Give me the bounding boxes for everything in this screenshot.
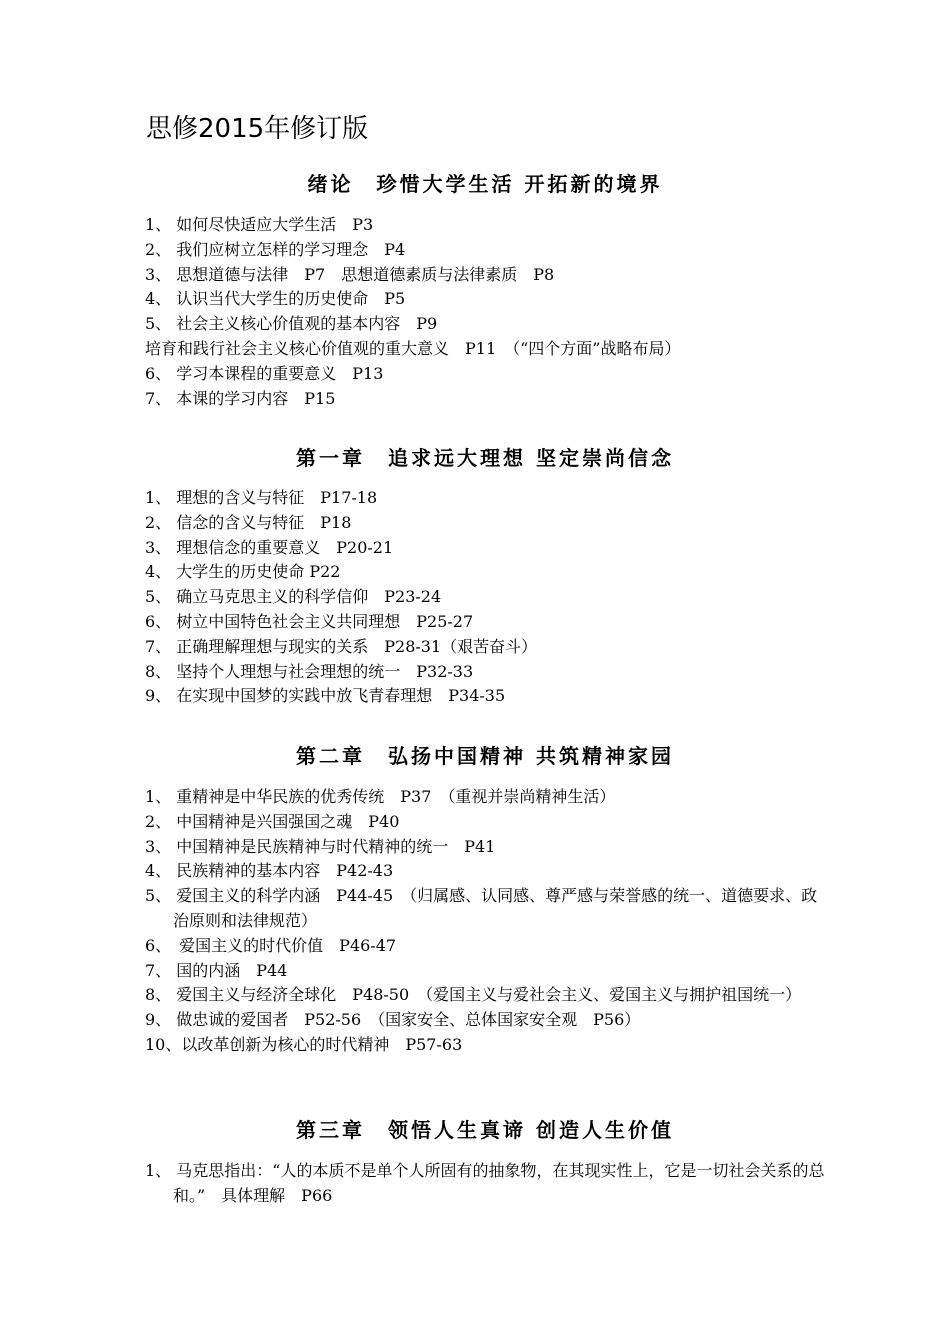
list-item: 4、 认识当代大学生的历史使命 P5: [145, 289, 406, 309]
list-item: 6、 树立中国特色社会主义共同理想 P25-27: [145, 611, 474, 631]
list-item: 2、 信念的含义与特征 P18: [145, 512, 352, 532]
list-item: 9、 在实现中国梦的实践中放飞青春理想 P34-35: [145, 686, 506, 706]
list-item: 9、 做忠诚的爱国者 P52-56 （国家安全、总体国家安全观 P56）: [145, 1010, 641, 1030]
list-item: 6、 爱国主义的时代价值 P46-47: [145, 935, 397, 955]
list-item: 1、 重精神是中华民族的优秀传统 P37 （重视并崇尚精神生活）: [145, 787, 616, 806]
list-item: 7、 国的内涵 P44: [145, 960, 288, 980]
list-item: 1、 马克思指出：“人的本质不是单个人所固有的抽象物，在其现实性上，它是一切社会关系的总和。” 具体理解 P66: [145, 1161, 825, 1205]
list-item: 3、 理想信念的重要意义 P20-21: [145, 537, 394, 557]
list-item: 3、 思想道德与法律 P7 思想道德素质与法律素质 P8: [145, 264, 555, 284]
list-item: 7、 本课的学习内容 P15: [145, 388, 336, 408]
section-heading: 第三章 领悟人生真谛 创造人生价值: [296, 1118, 674, 1142]
list-item: 5、 确立马克思主义的科学信仰 P23-24: [145, 587, 442, 607]
list-item: 6、 学习本课程的重要意义 P13: [145, 363, 384, 383]
list-item: 8、 坚持个人理想与社会理想的统一 P32-33: [145, 661, 474, 681]
section-introduction: [145, 170, 825, 411]
section-chapter-1: [145, 444, 825, 709]
section-heading: 绪论 珍惜大学生活 开拓新的境界: [307, 172, 663, 196]
list-item: 7、 正确理解理想与现实的关系 P28-31（艰苦奋斗）: [145, 636, 538, 656]
list-item: 培育和践行社会主义核心价值观的重大意义 P11 （“四个方面”战略布局）: [145, 338, 681, 358]
item-list: [145, 486, 825, 709]
list-item: 3、 中国精神是民族精神与时代精神的统一 P41: [145, 836, 496, 856]
list-item: 8、 爱国主义与经济全球化 P48-50 （爱国主义与爱社会主义、爱国主义与拥护祖国统一）: [145, 985, 802, 1005]
document-title: 思修2015年修订版: [146, 114, 369, 144]
section-heading: 第二章 弘扬中国精神 共筑精神家园: [296, 744, 674, 768]
section-chapter-3: [145, 1116, 825, 1209]
item-list: [145, 785, 825, 1058]
list-item: 4、 大学生的历史使命 P22: [145, 562, 341, 582]
section-heading: 第一章 追求远大理想 坚定崇尚信念: [296, 446, 674, 470]
list-item: 5、 爱国主义的科学内涵 P44-45 （归属感、认同感、尊严感与荣誉感的统一、道德要求、政治原则和法律规范）: [145, 886, 818, 930]
list-item: 2、 我们应树立怎样的学习理念 P4: [145, 239, 406, 259]
list-item: 10、以改革创新为核心的时代精神 P57-63: [145, 1034, 463, 1054]
list-item: 4、 民族精神的基本内容 P42-43: [145, 861, 394, 881]
list-item: 1、 理想的含义与特征 P17-18: [145, 488, 378, 507]
item-list: [145, 1159, 825, 1209]
item-list: [145, 213, 825, 411]
list-item: 5、 社会主义核心价值观的基本内容 P9: [145, 314, 438, 334]
section-chapter-2: [145, 742, 825, 1058]
list-item: 1、 如何尽快适应大学生活 P3: [145, 215, 374, 234]
list-item: 2、 中国精神是兴国强国之魂 P40: [145, 811, 400, 831]
